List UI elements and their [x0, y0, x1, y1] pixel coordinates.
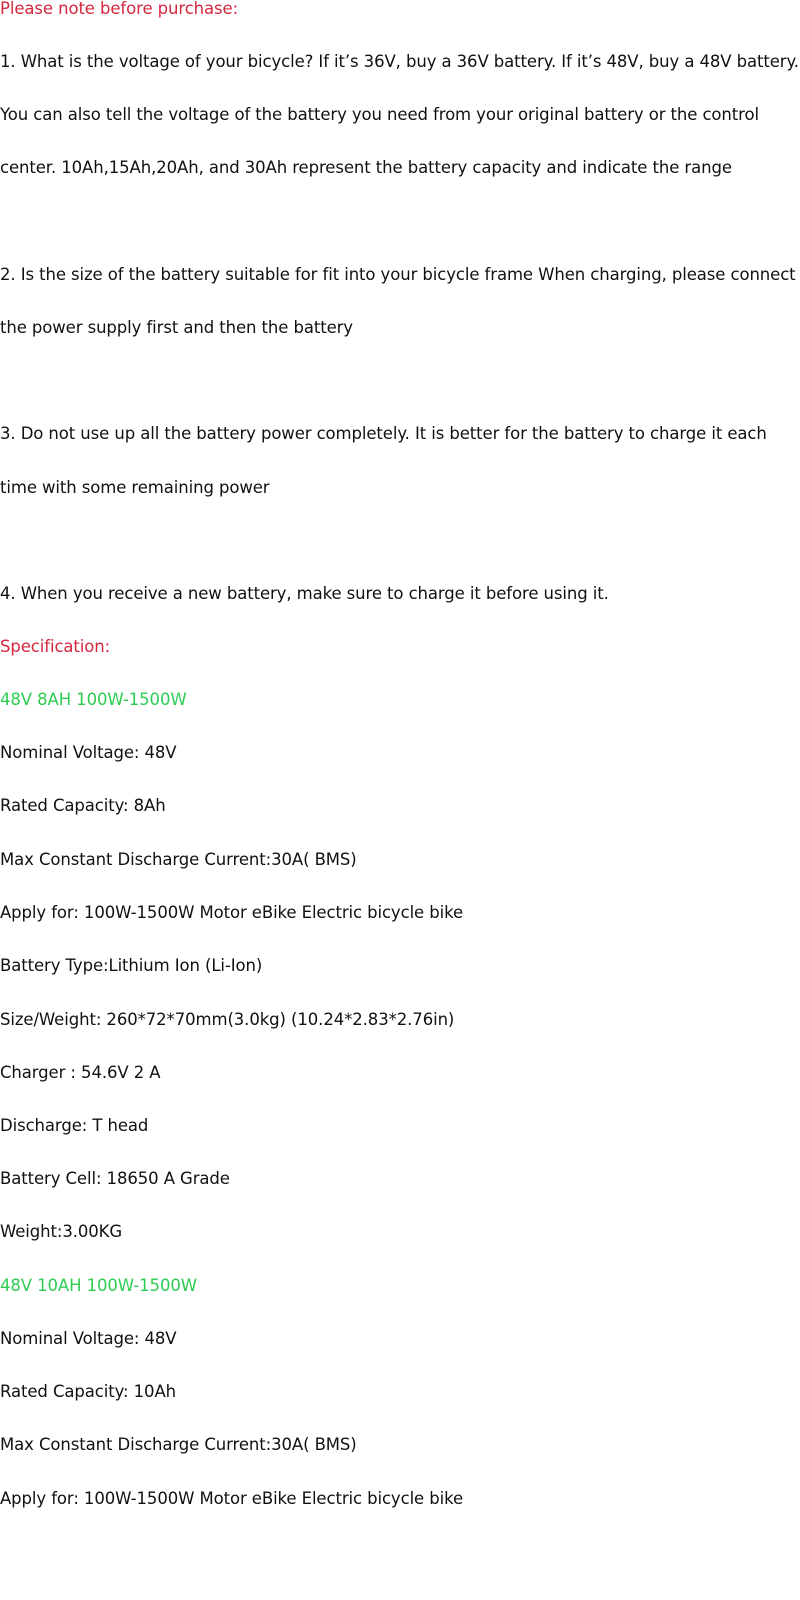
model-2-spec-line: Max Constant Discharge Current:30A( BMS): [0, 1435, 357, 1454]
notice-item-1-line-3: center. 10Ah,15Ah,20Ah, and 30Ah represent the battery capacity and indicate the range: [0, 158, 732, 177]
notice-item-4: 4. When you receive a new battery, make sure to charge it before using it.: [0, 584, 609, 603]
model-1-title: 48V 8AH 100W-1500W: [0, 690, 187, 709]
notice-item-2-line-2: the power supply first and then the battery: [0, 318, 353, 337]
model-1-spec-line: Discharge: T head: [0, 1116, 149, 1135]
model-1-spec-line: Apply for: 100W-1500W Motor eBike Electric bicycle bike: [0, 903, 464, 922]
model-1-spec-line: Max Constant Discharge Current:30A( BMS): [0, 850, 357, 869]
model-2-title: 48V 10AH 100W-1500W: [0, 1276, 197, 1295]
model-2-spec-line: Apply for: 100W-1500W Motor eBike Electric bicycle bike: [0, 1489, 464, 1508]
model-1-spec-line: Nominal Voltage: 48V: [0, 743, 177, 762]
notice-item-1-line-1: 1. What is the voltage of your bicycle? If it’s 36V, buy a 36V battery. If it’s 48V, buy a 48V battery.: [0, 52, 799, 71]
notice-item-3-line-2: time with some remaining power: [0, 478, 270, 497]
notice-item-3-line-1: 3. Do not use up all the battery power completely. It is better for the battery to charge it each: [0, 424, 767, 443]
model-1-spec-line: Battery Cell: 18650 A Grade: [0, 1169, 230, 1188]
model-2-spec-line: Rated Capacity: 10Ah: [0, 1382, 177, 1401]
model-1-spec-line: Rated Capacity: 8Ah: [0, 796, 166, 815]
model-1-spec-line: Size/Weight: 260*72*70mm(3.0kg) (10.24*2.83*2.76in): [0, 1010, 455, 1029]
model-1-spec-line: Charger : 54.6V 2 A: [0, 1063, 161, 1082]
model-1-spec-line: Weight:3.00KG: [0, 1222, 123, 1241]
notice-item-1-line-2: You can also tell the voltage of the battery you need from your original battery or the control: [0, 105, 759, 124]
model-2-spec-line: Nominal Voltage: 48V: [0, 1329, 177, 1348]
model-1-spec-line: Battery Type:Lithium Ion (Li-Ion): [0, 956, 263, 975]
spec-heading: Specification:: [0, 637, 111, 656]
notice-item-2-line-1: 2. Is the size of the battery suitable for fit into your bicycle frame When charging, please connect: [0, 265, 796, 284]
notice-heading: Please note before purchase:: [0, 0, 239, 18]
